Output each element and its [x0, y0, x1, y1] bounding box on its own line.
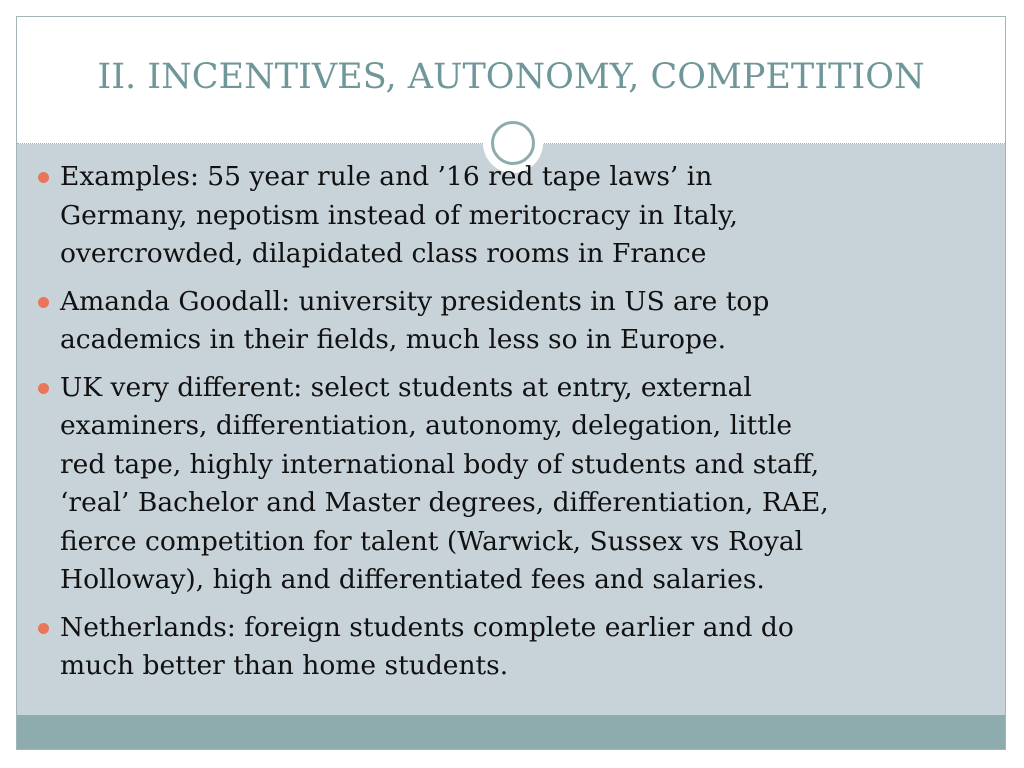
bullet-line: UK very different: select students at entry, external [60, 371, 752, 403]
bullet-line: red tape, highly international body of students and staff, [60, 448, 820, 480]
bullet-line: ‘real’ Bachelor and Master degrees, differentiation, RAE, [60, 487, 829, 518]
bullet-list [38, 158, 948, 695]
bullet-dot-icon [38, 383, 49, 394]
bullet-line: academics in their fields, much less so in Europe. [60, 324, 727, 355]
bullet-dot-icon [38, 297, 49, 308]
bullet-line: Amanda Goodall: university presidents in US are top [60, 285, 770, 317]
slide-title: II. INCENTIVES, AUTONOMY, COMPETITION [97, 57, 925, 97]
bullet-line: Netherlands: foreign students complete earlier and do [60, 611, 794, 643]
footer-band [17, 715, 1005, 750]
bullet-line: much better than home students. [60, 650, 509, 681]
bullet-dot-icon [38, 623, 49, 634]
bullet-line: examiners, differentiation, autonomy, delegation, little [60, 410, 793, 441]
bullet-line: fierce competition for talent (Warwick, Sussex vs Royal [60, 525, 804, 557]
bullet-item [38, 158, 948, 274]
bullet-line: Holloway), high and differentiated fees and salaries. [60, 564, 765, 595]
bullet-item [38, 283, 948, 360]
bullet-line: Germany, nepotism instead of meritocracy in Italy, [60, 199, 738, 231]
bullet-item [38, 609, 948, 686]
bullet-line: Examples: 55 year rule and ’16 red tape laws’ in [60, 161, 713, 192]
bullet-dot-icon [38, 172, 49, 183]
bullet-item [38, 369, 948, 600]
bullet-line: overcrowded, dilapidated class rooms in France [60, 238, 707, 269]
